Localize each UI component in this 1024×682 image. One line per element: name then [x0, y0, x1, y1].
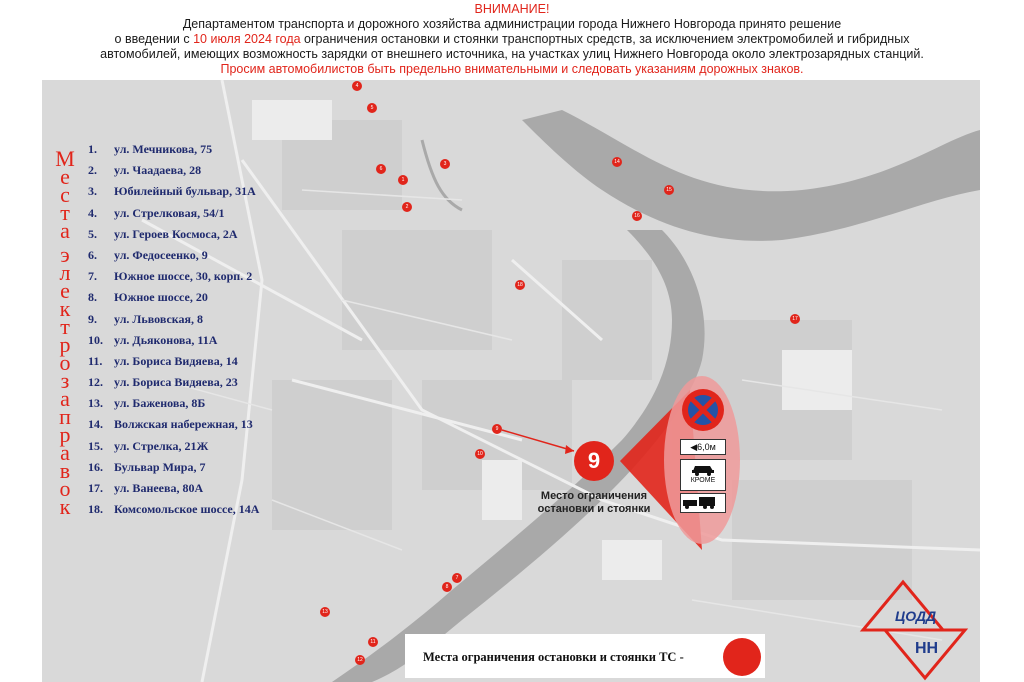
legend-marker-icon	[723, 638, 761, 676]
list-item: 7. Южное шоссе, 30, корп. 2	[88, 269, 253, 284]
vertical-title-letter: е	[60, 278, 70, 303]
distance-plate: ◀6,0м	[680, 439, 726, 455]
callout-number-badge[interactable]: 9	[574, 441, 614, 481]
electric-car-icon	[690, 462, 716, 476]
list-item: 16. Бульвар Мира, 7	[88, 459, 206, 474]
vertical-title-letter: з	[60, 368, 70, 393]
vertical-title	[50, 146, 80, 550]
map-pin-10[interactable]: 10	[475, 449, 485, 459]
list-item: 10. ул. Дьяконова, 11А	[88, 332, 218, 347]
map-pin-15[interactable]: 15	[664, 185, 674, 195]
vertical-title-letter: л	[59, 260, 71, 285]
map-pin-14[interactable]: 14	[612, 157, 622, 167]
callout-caption: Место ограничения остановки и стоянки	[537, 490, 651, 515]
vertical-title-letter: с	[60, 182, 70, 207]
vertical-title-letter: т	[60, 314, 70, 339]
vertical-title-letter: а	[60, 386, 70, 411]
list-item: 17. ул. Ванеева, 80А	[88, 481, 204, 495]
map-pin-8[interactable]: 8	[442, 582, 452, 592]
notice-line-3: автомобилей, имеющих возможность зарядки от внешнего источника, на участках улиц Нижнего Новгорода около электрозарядных станций.	[100, 47, 924, 61]
vertical-title-letter: э	[60, 242, 70, 267]
legend-label: Места ограничения остановки и стоянки ТС -	[423, 650, 684, 664]
list-item: 14. Волжская набережная, 13	[88, 417, 253, 432]
logo-triangles	[855, 578, 973, 682]
list-item: 3. Юбилейный бульвар, 31А	[88, 184, 256, 199]
notice-title: ВНИМАНИЕ!	[474, 2, 550, 16]
vertical-title-letter: е	[60, 164, 70, 189]
map-pin-7[interactable]: 7	[452, 573, 462, 583]
map-legend	[405, 634, 765, 678]
vertical-title-letter: о	[59, 350, 71, 375]
vertical-title-letter: а	[60, 218, 70, 243]
list-item: 6. ул. Федосеенко, 9	[88, 247, 208, 262]
list-item: 12. ул. Бориса Видяева, 23	[88, 375, 238, 390]
location-list	[88, 142, 318, 523]
list-item: 1. ул. Мечникова, 75	[88, 142, 213, 156]
map-pin-9[interactable]: 9	[492, 424, 502, 434]
list-item: 11. ул. Бориса Видяева, 14	[88, 353, 238, 368]
map-pin-11[interactable]: 11	[368, 637, 378, 647]
list-item: 2. ул. Чаадаева, 28	[88, 163, 202, 178]
vertical-title-letter: р	[59, 422, 71, 447]
codd-logo	[855, 578, 973, 682]
vertical-title-letter: т	[60, 200, 70, 225]
no-stopping-sign-icon	[680, 387, 726, 433]
map-pin-12[interactable]: 12	[355, 655, 365, 665]
vertical-title-letter: п	[59, 404, 71, 429]
arrow-left-icon: ◀	[690, 442, 698, 452]
map-pin-3[interactable]: 3	[440, 159, 450, 169]
map-pin-5[interactable]: 5	[367, 103, 377, 113]
list-item: 9. ул. Львовская, 8	[88, 311, 203, 326]
map-pin-6[interactable]: 6	[376, 164, 386, 174]
tow-truck-plate	[680, 493, 726, 513]
map-pin-13[interactable]: 13	[320, 607, 330, 617]
map-pin-18[interactable]: 18	[515, 280, 525, 290]
vertical-title-letter: М	[55, 146, 75, 171]
notice-line-4: Просим автомобилистов быть предельно внимательными и следовать указаниям дорожных знаков.	[220, 62, 804, 76]
notice-line-2: о введении с 10 июля 2024 года ограничения остановки и стоянки транспортных средств, за исключением электромобилей и гибридных	[114, 32, 910, 46]
vertical-title-letter: о	[59, 476, 71, 501]
map-pin-16[interactable]: 16	[632, 211, 642, 221]
except-label: КРОМЕ	[690, 477, 716, 484]
vertical-title-letter: в	[59, 458, 71, 483]
list-item: 5. ул. Героев Космоса, 2А	[88, 226, 238, 241]
map-pin-2[interactable]: 2	[402, 202, 412, 212]
map-pin-4[interactable]: 4	[352, 81, 362, 91]
effective-date: 10 июля 2024 года	[193, 32, 301, 46]
vertical-title-letter: р	[59, 332, 71, 357]
list-item: 15. ул. Стрелка, 21Ж	[88, 438, 209, 453]
logo-top-text: ЦОДД	[895, 608, 937, 624]
vertical-title-letter: к	[59, 494, 71, 519]
map-pin-1[interactable]: 1	[398, 175, 408, 185]
vertical-title-letter: а	[60, 440, 70, 465]
list-item: 18. Комсомольское шоссе, 14А	[88, 502, 260, 517]
list-item: 13. ул. Баженова, 8Б	[88, 396, 206, 411]
tow-truck-icon	[681, 494, 723, 510]
list-item: 4. ул. Стрелковая, 54/1	[88, 205, 225, 220]
notice-line-1: Департаментом транспорта и дорожного хозяйства администрации города Нижнего Новгорода принято решение	[182, 17, 842, 31]
logo-bottom-text: НН	[915, 640, 939, 657]
map-pin-17[interactable]: 17	[790, 314, 800, 324]
except-ev-plate	[680, 459, 726, 491]
list-item: 8. Южное шоссе, 20	[88, 290, 208, 305]
notice-header	[0, 0, 1024, 82]
road-sign-stack	[680, 387, 726, 527]
vertical-title-letter: к	[59, 296, 71, 321]
